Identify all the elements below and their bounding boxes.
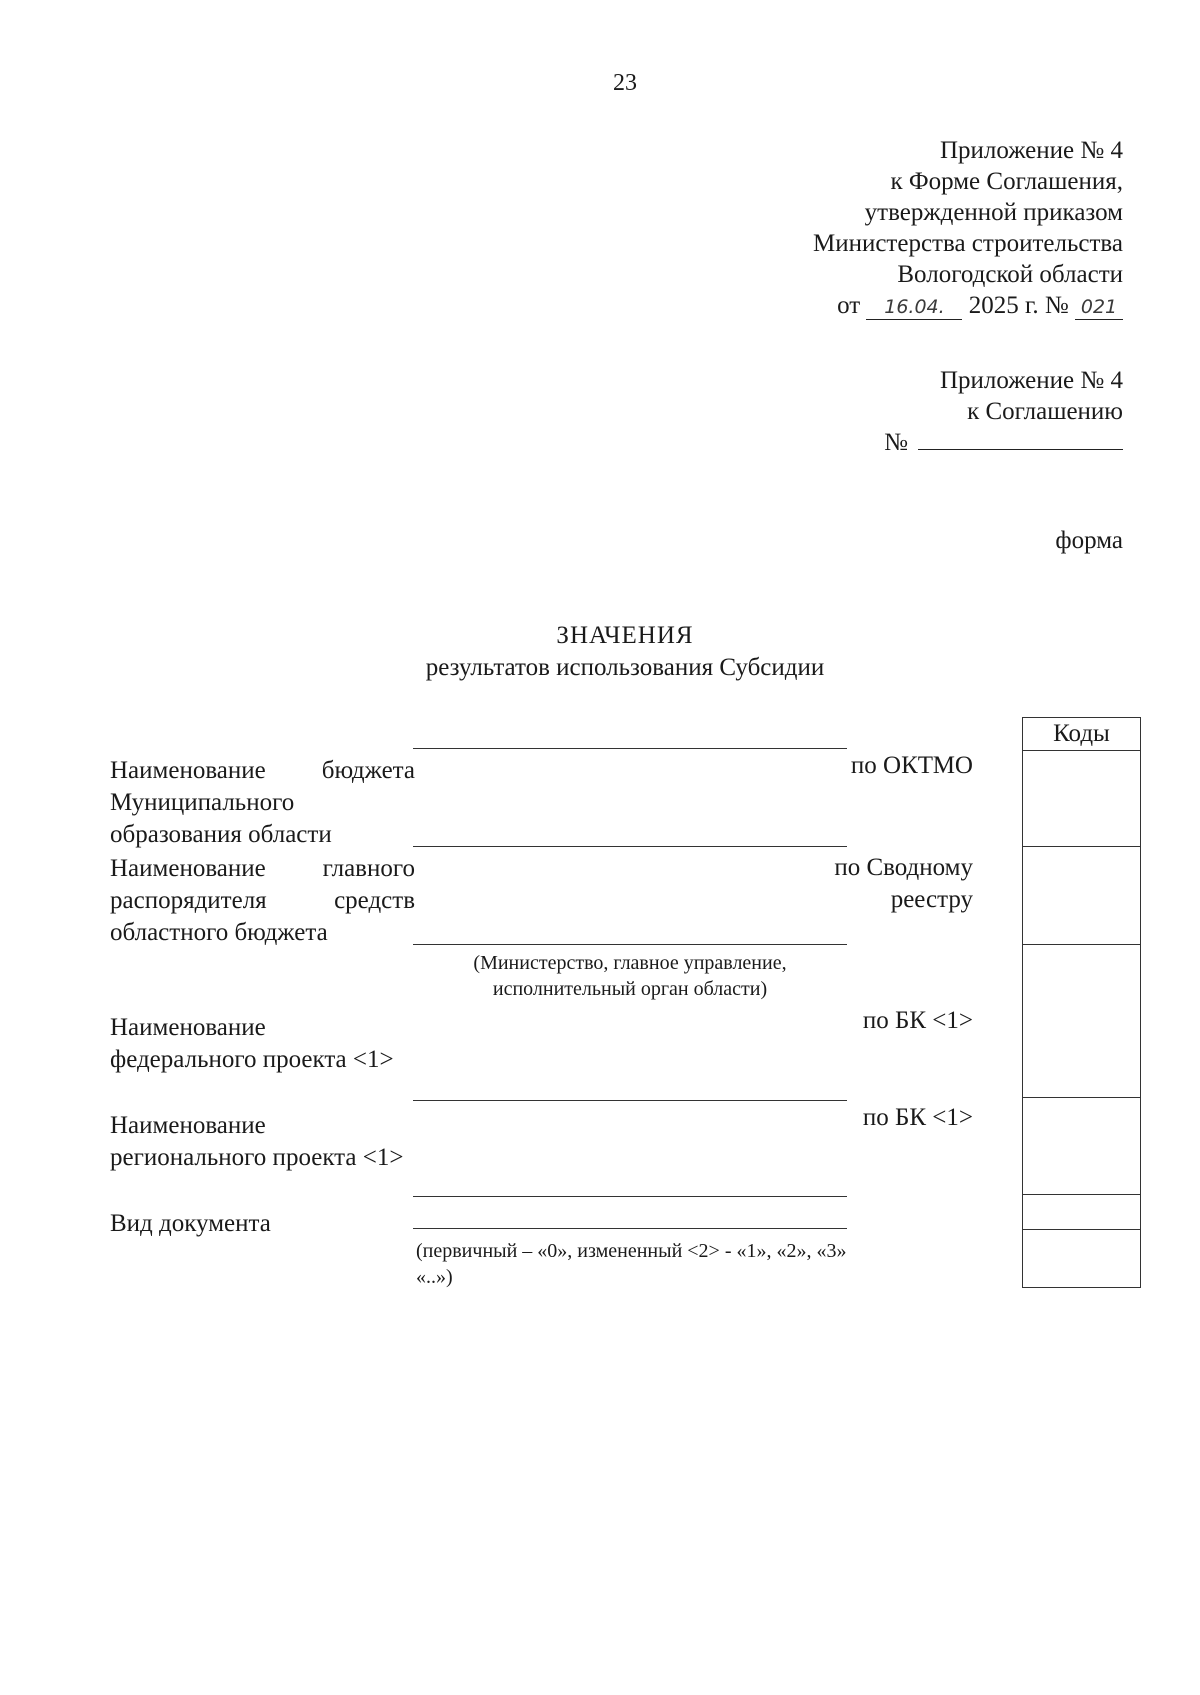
appendix-block: [884, 365, 1123, 458]
code-label-oktmo: по ОКТМО: [850, 752, 973, 779]
budget-name-line[interactable]: [413, 846, 847, 847]
year-text: 2025 г. №: [968, 292, 1069, 319]
code-cell-doc-type[interactable]: [1023, 1230, 1140, 1288]
code-cell-oktmo[interactable]: [1023, 751, 1140, 847]
approval-line-5: Вологодской области: [897, 261, 1123, 288]
doc-type-line[interactable]: [413, 1228, 847, 1229]
regional-project-line[interactable]: [413, 1196, 847, 1197]
handwritten-date: 16.04.: [866, 295, 962, 320]
handwritten-number: 021: [1075, 295, 1123, 320]
regional-project-label: Наименование регионального проекта <1>: [110, 1112, 404, 1171]
budget-name-line-top[interactable]: [413, 748, 847, 749]
code-label-svodny-2: реестру: [890, 886, 973, 913]
chief-manager-hint: (Министерство, главное управление, исполнительный орган области): [473, 952, 787, 1000]
date-prefix: от: [837, 292, 861, 319]
approval-line-4: Министерства строительства: [812, 230, 1123, 257]
code-label-bk-2: по БК <1>: [862, 1104, 973, 1131]
number-sign: №: [884, 429, 908, 456]
approval-line-1: Приложение № 4: [939, 137, 1123, 164]
code-cell-bk-1[interactable]: [1023, 945, 1140, 1098]
federal-project-label: Наименование федерального проекта <1>: [110, 1014, 394, 1073]
appendix-line-2: к Соглашению: [967, 398, 1123, 425]
code-cell-svodny[interactable]: [1023, 847, 1140, 945]
approval-line-3: утвержденной приказом: [864, 199, 1123, 226]
chief-manager-line[interactable]: [413, 944, 847, 945]
code-label-bk-1: по БК <1>: [862, 1007, 973, 1034]
document-title: ЗНАЧЕНИЯ: [556, 622, 694, 649]
approval-line-2: к Форме Соглашения,: [890, 168, 1123, 195]
code-cell-bk-2[interactable]: [1023, 1098, 1140, 1195]
approval-date-line: [813, 290, 1123, 321]
agreement-number-blank[interactable]: [918, 427, 1123, 450]
approval-block: [813, 135, 1123, 321]
code-label-svodny-1: по Сводному: [834, 854, 973, 881]
budget-name-label: Наименование бюджета Муниципального образования области: [110, 757, 415, 848]
document-subtitle: результатов использования Субсидии: [425, 654, 825, 681]
appendix-number-line: [884, 427, 1123, 458]
doc-type-label: Вид документа: [110, 1210, 271, 1237]
form-label: форма: [1055, 527, 1123, 554]
federal-project-line[interactable]: [413, 1100, 847, 1101]
appendix-line-1: Приложение № 4: [939, 367, 1123, 394]
page-number: 23: [613, 70, 637, 96]
codes-table: [1022, 717, 1141, 1288]
codes-header: Коды: [1023, 718, 1140, 751]
doc-type-hint: (первичный – «0», измененный <2> - «1», «2», «3» «..»): [416, 1240, 847, 1288]
chief-manager-label: Наименование главного распорядителя средств областного бюджета: [110, 855, 415, 946]
code-cell-extra[interactable]: [1023, 1195, 1140, 1230]
